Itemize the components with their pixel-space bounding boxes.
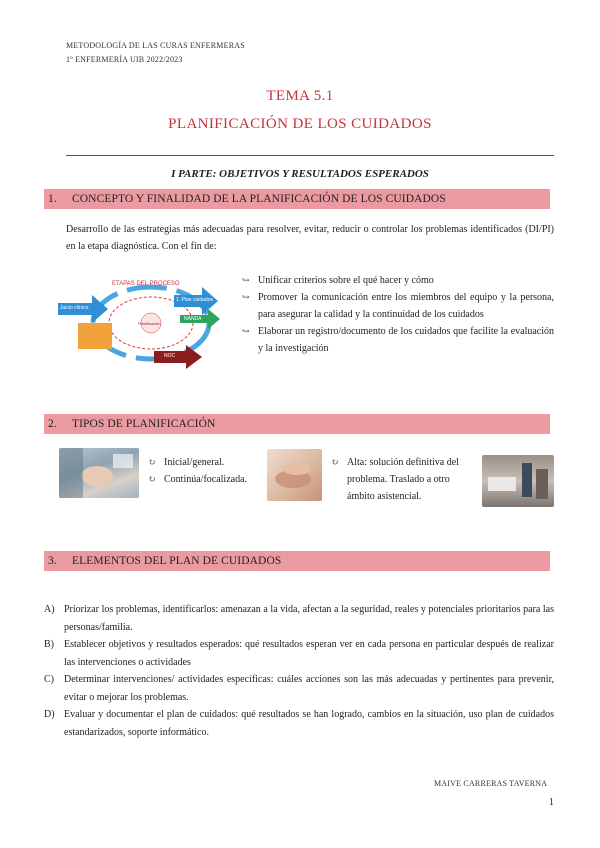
topic-title: TEMA 5.1 xyxy=(266,88,334,104)
list-letter: D) xyxy=(44,709,55,720)
cycle-bullet-icon: ↻ xyxy=(148,457,156,467)
bullet-text: Continúa/focalizada. xyxy=(164,474,248,485)
part-title: I PARTE: OBJETIVOS Y RESULTADOS ESPERADOS xyxy=(171,168,429,180)
list-item xyxy=(44,706,554,741)
hospital-ward-image xyxy=(482,455,554,507)
photo-shape xyxy=(522,463,532,497)
cycle-bullet-icon: ↻ xyxy=(331,457,339,467)
list-letter: A) xyxy=(44,604,55,615)
infant-care-image xyxy=(59,448,139,498)
list-text: Establecer objetivos y resultados esperados: qué resultados esperan ver en cada persona en particular después de realizar las intervenciones o actividades xyxy=(64,639,554,668)
bullet-text: Promover la comunicación entre los miembros del equipo y la persona, para asegurar la calidad y la continuidad de los cuidados xyxy=(258,292,554,320)
section-3-title: ELEMENTOS DEL PLAN DE CUIDADOS xyxy=(72,555,282,567)
section-2-header xyxy=(44,414,550,434)
diagram-right-top-label: 1. Plan cuidados xyxy=(176,297,213,303)
list-item xyxy=(242,289,554,323)
photo-shape xyxy=(113,454,133,468)
diagram-center-label: Planificación xyxy=(138,321,161,326)
section-1-number: 1. xyxy=(48,193,57,205)
arrow-bullet-icon: ↪ xyxy=(242,326,250,336)
list-item xyxy=(148,454,258,471)
section-2-number: 2. xyxy=(48,418,57,430)
photo-shape xyxy=(488,477,516,491)
arrow-bullet-icon: ↪ xyxy=(242,292,250,302)
diagram-bottom-label: NOC xyxy=(164,353,176,359)
section-3-header xyxy=(44,551,550,571)
diagram-left-label: Juicio clínico xyxy=(60,305,89,311)
bullet-text: Alta: solución definitiva del problema. Traslado a otro ámbito asistencial. xyxy=(347,457,459,502)
list-item xyxy=(44,636,554,671)
section-1-bullets xyxy=(242,272,554,357)
header-year: 1º ENFERMERÍA UIB 2022/2023 xyxy=(66,55,183,64)
section-1-intro: Desarrollo de las estrategias más adecuadas para resolver, evitar, reducir o controlar los problemas identificados (DI/PI) en la etapa diagnóstica. Con el fin de: xyxy=(66,224,554,252)
section-3-list xyxy=(44,601,554,741)
list-item xyxy=(44,671,554,706)
footer-author: MAIVE CARRERAS TAVERNA xyxy=(434,779,548,788)
page-number: 1 xyxy=(549,797,554,808)
header-course: METODOLOGÍA DE LAS CURAS ENFERMERAS xyxy=(66,41,245,50)
title-divider xyxy=(66,155,554,156)
bullet-text: Unificar criterios sobre el qué hacer y cómo xyxy=(258,275,434,286)
list-letter: C) xyxy=(44,674,54,685)
list-item xyxy=(148,471,258,488)
list-text: Determinar intervenciones/ actividades específicas: cuáles acciones son las más adecuadas y pertinentes para prevenir, evitar o mejorar los problemas. xyxy=(64,674,554,703)
hands-care-photo xyxy=(267,449,322,501)
section-2-right-list xyxy=(331,454,476,505)
section-2-left-list xyxy=(148,454,258,488)
orange-block xyxy=(78,323,112,349)
section-2-title: TIPOS DE PLANIFICACIÓN xyxy=(72,418,216,430)
cycle-bullet-icon: ↻ xyxy=(148,474,156,484)
diagram-right-mid-label: NANDA xyxy=(184,316,202,322)
bullet-text: Inicial/general. xyxy=(164,457,225,468)
photo-shape xyxy=(283,463,311,475)
section-1-title: CONCEPTO Y FINALIDAD DE LA PLANIFICACIÓN DE LOS CUIDADOS xyxy=(72,193,446,205)
list-letter: B) xyxy=(44,639,54,650)
photo-shape xyxy=(536,469,548,499)
list-text: Evaluar y documentar el plan de cuidados: qué resultados se han logrado, cambios en la situación, uso plan de cuidados estandarizados, soporte informático. xyxy=(64,709,554,738)
infant-care-photo xyxy=(59,448,139,498)
hands-care-image xyxy=(267,449,322,501)
page-title: PLANIFICACIÓN DE LOS CUIDADOS xyxy=(168,116,432,132)
list-text: Priorizar los problemas, identificarlos: amenazan a la vida, afectan a la seguridad, reales y potenciales prioritarios para las personas/familia. xyxy=(64,604,554,633)
list-item xyxy=(242,272,554,289)
diagram-title: ETAPAS DEL PROCESO xyxy=(112,281,180,287)
section-1-header xyxy=(44,189,550,209)
photo-shape xyxy=(59,448,83,498)
hospital-ward-photo xyxy=(482,455,554,507)
section-3-number: 3. xyxy=(48,555,57,567)
list-item xyxy=(44,601,554,636)
process-stages-diagram xyxy=(56,275,234,375)
bullet-text: Elaborar un registro/documento de los cuidados que facilite la evaluación y la investigación xyxy=(258,326,554,354)
list-item xyxy=(331,454,476,505)
photo-shape xyxy=(81,466,113,486)
list-item xyxy=(242,323,554,357)
arrow-bullet-icon: ↪ xyxy=(242,275,250,285)
